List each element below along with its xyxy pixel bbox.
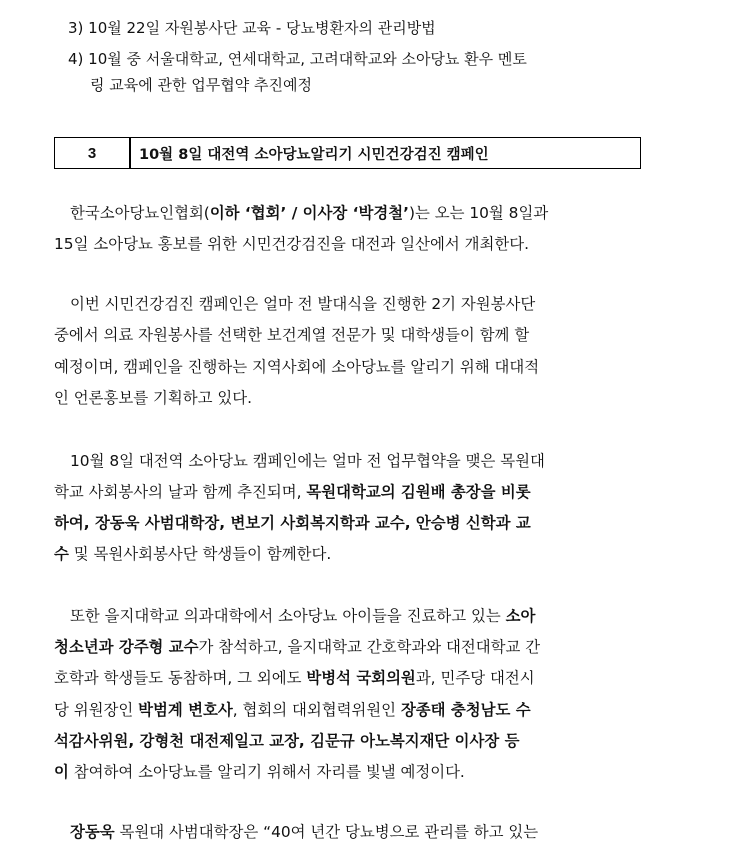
paragraph-line: 예정이며, 캠페인을 진행하는 지역사회에 소아당뇨를 알리기 위해 대대적	[54, 358, 540, 376]
paragraph-line: 10월 8일 대전역 소아당뇨 캠페인에는 얼마 전 업무협약을 맺은 목원대	[70, 452, 545, 470]
list-item: 3) 10월 22일 자원봉사단 교육 - 당뇨병환자의 관리방법	[68, 19, 436, 37]
paragraph-line	[54, 664, 644, 692]
text-span: 가 참석하고, 을지대학교 간호학과와 대전대학교 간	[198, 638, 541, 656]
bold-span: 이	[54, 763, 69, 781]
bold-span: 장종태 충청남도 수	[400, 701, 531, 719]
text-span: 과, 민주당 대전시	[415, 669, 535, 687]
text-span: 참여하여 소아당뇨를 알리기 위해서 자리를 빛낼 예정이다.	[68, 763, 465, 781]
paragraph-line: 석감사위원, 강형천 대전제일고 교장, 김문규 아노복지재단 이사장 등	[54, 732, 520, 750]
bold-span: 박병석 국회의원	[306, 669, 416, 687]
paragraph-line	[70, 199, 660, 227]
text-span: 당 위원장인	[54, 701, 139, 719]
text-span: 및 목원사회봉사단 학생들이 함께한다.	[68, 545, 332, 563]
paragraph-line: 하여, 장동욱 사범대학장, 변보기 사회복지학과 교수, 안승병 신학과 교	[54, 514, 531, 532]
bold-span: 이하 ‘협회’ / 이사장 ‘박경철’	[209, 204, 409, 222]
bold-span: 장동욱	[70, 823, 115, 841]
list-item-continuation: 링 교육에 관한 업무협약 추진예정	[90, 76, 312, 94]
paragraph-line: 중에서 의료 자원봉사를 선택한 보건계열 전문가 및 대학생들이 함께 할	[54, 326, 530, 344]
section-title-box: 10월 8일 대전역 소아당뇨알리기 시민건강검진 캠페인	[130, 137, 641, 169]
text-span: 또한 을지대학교 의과대학에서 소아당뇨 아이들을 진료하고 있는	[70, 607, 506, 625]
paragraph-line	[54, 540, 644, 568]
paragraph-line	[54, 633, 644, 661]
bold-span: 청소년과 강주형 교수	[54, 638, 199, 656]
bold-span: 소아	[505, 607, 536, 625]
paragraph-line	[54, 758, 644, 786]
bold-span: 수	[54, 545, 69, 563]
paragraph-line	[70, 602, 660, 630]
section-number-box: 3	[54, 137, 130, 169]
text-span: , 협회의 대외협력위원인	[232, 701, 401, 719]
bold-span: 박범계 변호사	[138, 701, 233, 719]
text-span: 학교 사회봉사의 날과 함께 추진되며,	[54, 483, 307, 501]
text-span: 목원대 사범대학장은 “40여 년간 당뇨병으로 관리를 하고 있는	[114, 823, 539, 841]
text-span: 한국소아당뇨인협회(	[70, 204, 210, 222]
text-span: 호학과 학생들도 동참하며, 그 외에도	[54, 669, 307, 687]
list-item: 4) 10월 중 서울대학교, 연세대학교, 고려대학교와 소아당뇨 환우 멘토	[68, 50, 527, 68]
paragraph-line	[70, 818, 660, 846]
paragraph-line	[54, 696, 644, 724]
bold-span: 목원대학교의 김원배 총장을 비롯	[306, 483, 531, 501]
paragraph-line	[54, 478, 644, 506]
text-span: )는 오는 10월 8일과	[408, 204, 549, 222]
paragraph-line: 이번 시민건강검진 캠페인은 얼마 전 발대식을 진행한 2기 자원봉사단	[70, 295, 536, 313]
paragraph-line: 15일 소아당뇨 홍보를 위한 시민건강검진을 대전과 일산에서 개최한다.	[54, 235, 530, 253]
paragraph-line: 인 언론홍보를 기획하고 있다.	[54, 389, 252, 407]
